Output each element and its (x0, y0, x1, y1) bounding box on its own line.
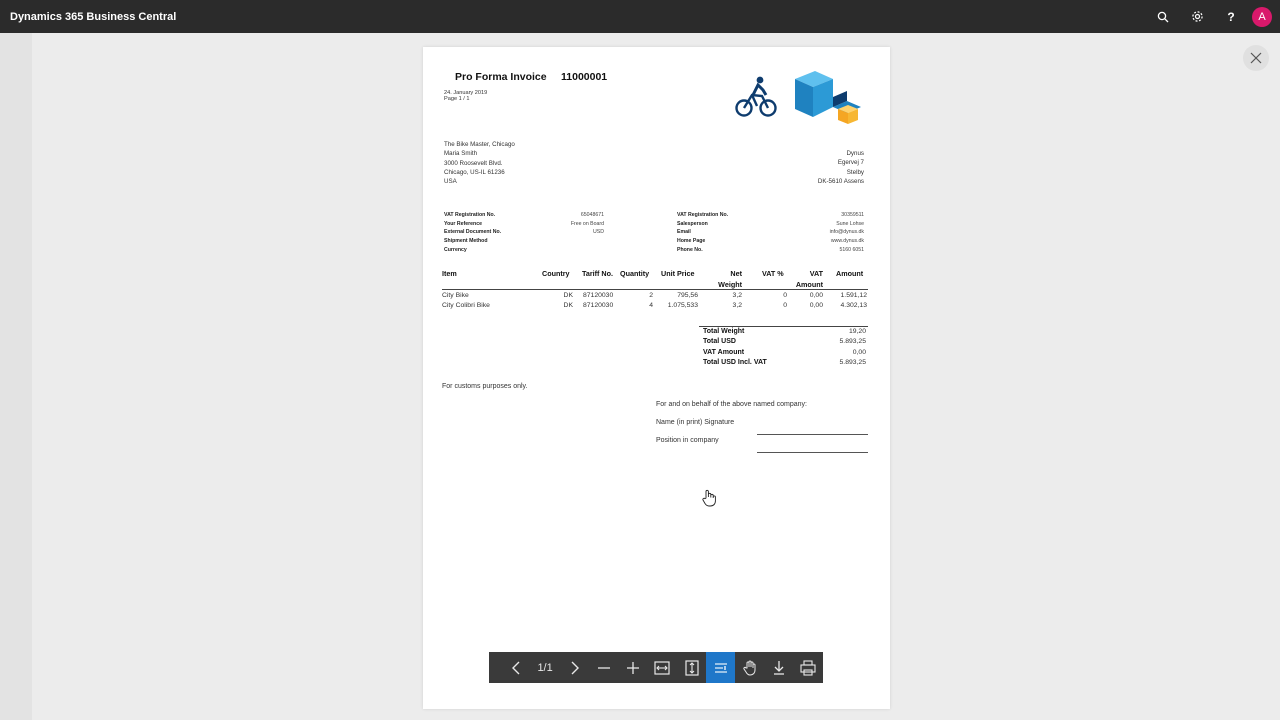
cell-tariff: 87120030 (583, 292, 614, 299)
cell-vat-amount: 0,00 (809, 292, 823, 299)
position-line (757, 452, 868, 453)
info-label: Shipment Method (444, 238, 488, 245)
info-label: Salesperson (677, 220, 708, 227)
cell-net-weight: 3,2 (732, 302, 742, 309)
info-label: VAT Registration No. (444, 212, 496, 218)
signature-label: Name (in print) Signature (656, 419, 735, 426)
cell-item: City Colibri Bike (442, 302, 490, 309)
info-label: VAT Registration No. (677, 212, 729, 218)
document-number: 11000001 (561, 71, 608, 83)
cell-tariff: 87120030 (583, 302, 614, 309)
cell-unit-price: 795,56 (677, 292, 698, 299)
cell-net-weight: 3,2 (732, 292, 742, 299)
address-line: Maria Smith (444, 150, 478, 158)
document-date: 24. January 2019 (444, 90, 488, 96)
chevron-right-icon[interactable] (560, 652, 589, 683)
behalf-statement: For and on behalf of the above named company: (656, 401, 807, 408)
column-header-net-weight (710, 269, 742, 290)
customer-info-values (543, 211, 604, 237)
header-line: Amount (795, 279, 823, 289)
total-label: Total USD (703, 338, 736, 345)
print-icon[interactable] (794, 652, 823, 683)
cell-vat-amount: 0,00 (809, 302, 823, 309)
info-value: Sune Lohse (836, 220, 864, 227)
info-label: Currency (444, 246, 467, 253)
fit-page-icon[interactable] (677, 652, 706, 683)
total-label: VAT Amount (703, 349, 745, 356)
company-logo (735, 69, 869, 129)
cell-amount: 4.302,13 (840, 302, 867, 309)
info-value: 5160 6051 (839, 246, 864, 253)
chevron-left-icon[interactable] (501, 652, 530, 683)
column-header-quantity: Quantity (620, 269, 650, 278)
total-value: 19,20 (848, 328, 866, 335)
address-line: Egervej 7 (837, 159, 864, 167)
pdf-toolbar (489, 652, 823, 683)
page-indicator-text: Page 1 / 1 (444, 96, 470, 102)
hand-icon[interactable] (735, 652, 764, 683)
info-value: Free on Board (570, 220, 604, 227)
report-page (423, 47, 890, 709)
header-actions (1146, 0, 1272, 33)
zoom-in-icon[interactable] (618, 652, 647, 683)
column-header-vat-amount (789, 269, 823, 290)
total-label: Total Weight (703, 328, 745, 335)
hand-cursor-icon (702, 489, 716, 512)
backdrop-left (0, 33, 32, 720)
header-line: VAT (809, 269, 823, 278)
cell-unit-price: 1.075,533 (667, 302, 698, 309)
cell-country: DK (563, 302, 573, 309)
search-icon[interactable] (1146, 0, 1180, 33)
address-line: 3000 Roosevelt Blvd. (444, 159, 503, 167)
app-header (0, 0, 1280, 33)
info-value: 65048671 (580, 212, 604, 218)
address-line: DK-5610 Assens (817, 177, 864, 185)
cell-quantity: 4 (649, 302, 653, 309)
zoom-out-icon[interactable] (589, 652, 618, 683)
header-divider (442, 289, 868, 290)
column-header-tariff: Tariff No. (582, 269, 614, 278)
customer-info-labels (444, 211, 501, 255)
bicycle-icon (737, 95, 776, 116)
company-info-labels (677, 211, 728, 255)
select-text-icon[interactable] (706, 652, 735, 683)
total-value: 0,00 (852, 349, 866, 356)
address-line: Dynus (846, 150, 864, 157)
address-line: Stelby (846, 168, 864, 176)
info-label: External Document No. (444, 229, 502, 236)
company-info-values (783, 211, 864, 255)
total-label: Total USD Incl. VAT (703, 359, 767, 366)
company-address (818, 149, 864, 186)
info-value: info@dynus.dk (829, 229, 864, 236)
help-icon[interactable]: ? (1227, 9, 1235, 24)
info-label: Phone No. (677, 246, 703, 253)
info-label: Email (677, 229, 691, 236)
info-value: 30359511 (841, 212, 864, 218)
header-line: Weight (718, 279, 742, 289)
bill-to-address (444, 140, 515, 186)
page-indicator: 1/1 (537, 661, 553, 674)
cell-item: City Bike (442, 292, 469, 299)
info-label: Your Reference (444, 220, 482, 227)
download-icon[interactable] (765, 652, 794, 683)
total-value: 5.893,25 (839, 338, 866, 345)
info-value: www.dynus.dk (830, 238, 864, 245)
info-value: USD (593, 229, 604, 236)
cell-quantity: 2 (649, 292, 653, 299)
position-label: Position in company (656, 437, 719, 444)
cube-icon (795, 71, 861, 124)
column-header-country: Country (542, 269, 570, 278)
cell-amount: 1.591,12 (840, 292, 867, 299)
info-label: Home Page (677, 238, 706, 245)
signature-line (757, 434, 868, 435)
column-header-unit-price: Unit Price (661, 269, 695, 278)
close-icon[interactable] (1243, 45, 1269, 71)
address-line: USA (444, 178, 457, 186)
gear-icon[interactable] (1180, 0, 1214, 33)
total-value: 5.893,25 (839, 359, 866, 366)
address-line: Chicago, US-IL 61236 (444, 168, 505, 176)
document-title: Pro Forma Invoice (455, 71, 547, 83)
document-date-block (444, 90, 487, 102)
header-line: Net (730, 269, 742, 278)
cell-vat-pct: 0 (783, 302, 787, 309)
app-title[interactable]: Dynamics 365 Business Central (10, 10, 177, 23)
avatar[interactable]: A (1252, 7, 1272, 27)
column-header-amount: Amount (836, 269, 864, 278)
address-line: The Bike Master, Chicago (444, 141, 515, 148)
cell-vat-pct: 0 (783, 292, 787, 299)
column-header-item: Item (442, 269, 457, 278)
column-header-vat-pct: VAT % (762, 269, 784, 278)
fit-width-icon[interactable] (648, 652, 677, 683)
cell-country: DK (563, 292, 573, 299)
customs-note: For customs purposes only. (442, 383, 528, 390)
